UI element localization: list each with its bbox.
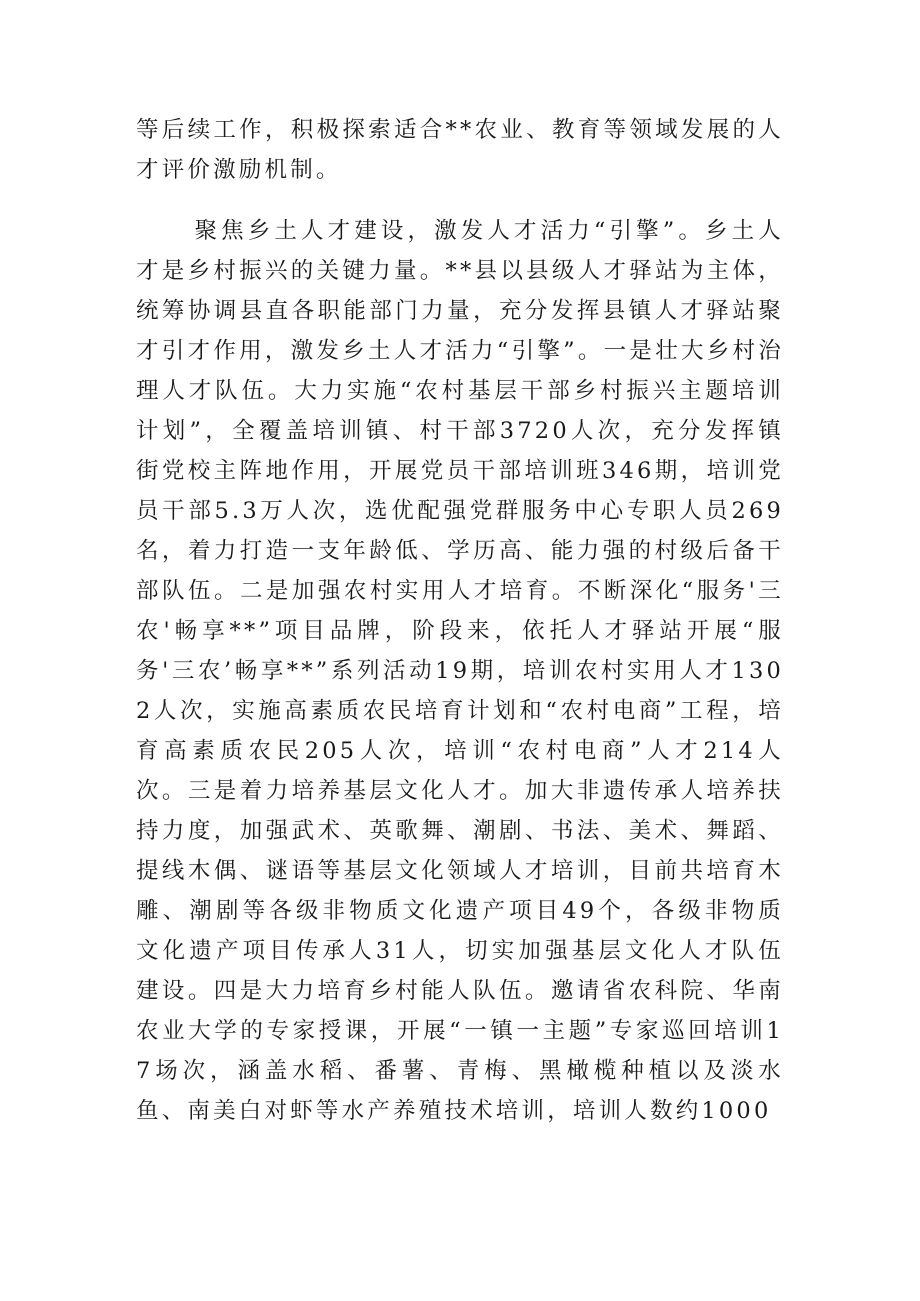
paragraph-local-talent: 聚焦乡土人才建设，激发人才活力“引擎”。乡土人才是乡村振兴的关键力量。**县以县级人才驿站为主体，统筹协调县直各职能部门力量，充分发挥县镇人才驿站聚才引才作用，激发乡土人才活力“引擎”。一是壮大乡村治理人才队伍。大力实施“农村基层干部乡村振兴主题培训计划”，全覆盖培训镇、村干部3720人次，充分发挥镇街党校主阵地作用，开展党员干部培训班346期，培训党员干部5.3万人次，选优配强党群服务中心专职人员269名，着力打造一支年龄低、学历高、能力强的村级后备干部队伍。二是加强农村实用人才培育。不断深化“服务'三农'畅享**”项目品牌，阶段来，依托人才驿站开展“服务'三农’畅享**”系列活动19期，培训农村实用人才1302人次，实施高素质农民培育计划和“农村电商”工程，培育高素质农民205人次，培训“农村电商”人才214人次。三是着力培养基层文化人才。加大非遗传承人培养扶持力度，加强武术、英歌舞、潮剧、书法、美术、舞蹈、提线木偶、谜语等基层文化领域人才培训，目前共培育木雕、潮剧等各级非物质文化遗产项目49个，各级非物质文化遗产项目传承人31人，切实加强基层文化人才队伍建设。四是大力培育乡村能人队伍。邀请省农科院、华南农业大学的专家授课，开展“一镇一主题”专家巡回培训17场次，涵盖水稻、番薯、青梅、黑橄榄种植以及淡水鱼、南美白对虾等水产养殖技术培训，培训人数约1000: [136, 218, 784, 1124]
paragraph-continuation: 等后续工作，积极探索适合**农业、教育等领域发展的人才评价激励机制。: [136, 117, 784, 183]
